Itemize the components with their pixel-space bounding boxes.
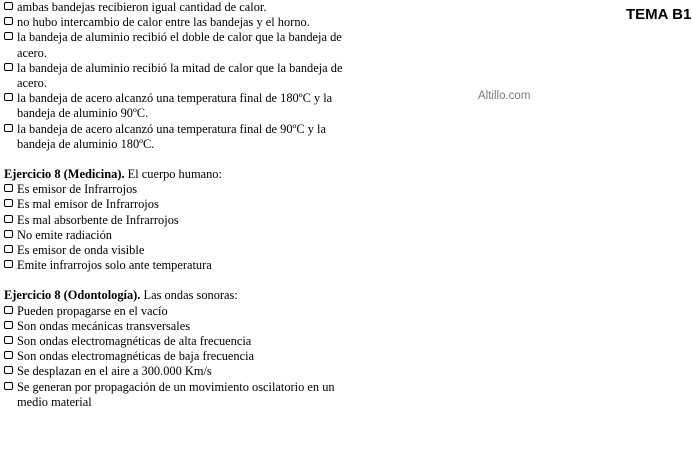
checkbox-icon[interactable] bbox=[4, 215, 13, 223]
option-item[interactable] bbox=[4, 380, 344, 410]
option-item[interactable] bbox=[4, 228, 344, 243]
checkbox-icon[interactable] bbox=[4, 306, 13, 314]
checkbox-icon[interactable] bbox=[4, 2, 13, 10]
checkbox-icon[interactable] bbox=[4, 245, 13, 253]
option-item[interactable] bbox=[4, 258, 344, 273]
option-text: la bandeja de acero alcanzó una temperatura final de 180ºC y la bandeja de aluminio 90ºC. bbox=[17, 91, 333, 121]
option-item[interactable] bbox=[4, 319, 344, 334]
option-text: Se generan por propagación de un movimiento oscilatorio en un medio material bbox=[17, 379, 335, 409]
option-text: la bandeja de aluminio recibió la mitad de calor que la bandeja de acero. bbox=[17, 60, 343, 91]
option-item[interactable] bbox=[4, 61, 344, 91]
option-item[interactable] bbox=[4, 213, 344, 228]
checkbox-icon[interactable] bbox=[4, 199, 13, 207]
option-item[interactable] bbox=[4, 30, 344, 60]
exercise-title: Ejercicio 8 (Odontología). bbox=[4, 288, 141, 303]
option-text: Es mal absorbente de Infrarrojos bbox=[17, 212, 179, 227]
option-text: No emite radiación bbox=[17, 227, 112, 242]
tema-label: TEMA B1 bbox=[626, 6, 692, 23]
option-item[interactable] bbox=[4, 91, 344, 121]
option-item[interactable] bbox=[4, 0, 344, 15]
option-item[interactable] bbox=[4, 349, 344, 364]
option-text: la bandeja de acero alcanzó una temperatura final de 90ºC y la bandeja de aluminio 180ºC. bbox=[17, 121, 326, 151]
option-item[interactable] bbox=[4, 15, 344, 30]
option-text: Pueden propagarse en el vacío bbox=[17, 303, 168, 318]
watermark: Altillo.com bbox=[478, 90, 531, 102]
exercise-prompt: Las ondas sonoras: bbox=[140, 288, 238, 303]
checkbox-icon[interactable] bbox=[4, 351, 13, 359]
checkbox-icon[interactable] bbox=[4, 260, 13, 268]
checkbox-icon[interactable] bbox=[4, 93, 13, 101]
option-item[interactable] bbox=[4, 243, 344, 258]
exercise-heading-medicina bbox=[4, 167, 344, 182]
checkbox-icon[interactable] bbox=[4, 382, 13, 390]
checkbox-icon[interactable] bbox=[4, 366, 13, 374]
option-item[interactable] bbox=[4, 364, 344, 379]
option-text: Es mal emisor de Infrarrojos bbox=[17, 197, 159, 212]
checkbox-icon[interactable] bbox=[4, 184, 13, 192]
option-text: Es emisor de Infrarrojos bbox=[17, 182, 138, 197]
checkbox-icon[interactable] bbox=[4, 230, 13, 238]
option-item[interactable] bbox=[4, 334, 344, 349]
checkbox-icon[interactable] bbox=[4, 32, 13, 40]
option-item[interactable] bbox=[4, 197, 344, 212]
checkbox-icon[interactable] bbox=[4, 63, 13, 71]
exercise-column bbox=[4, 0, 344, 410]
checkbox-icon[interactable] bbox=[4, 321, 13, 329]
option-text: Se desplazan en el aire a 300.000 Km/s bbox=[17, 364, 212, 379]
option-text: la bandeja de aluminio recibió el doble de calor que la bandeja de acero. bbox=[17, 30, 342, 60]
option-item[interactable] bbox=[4, 182, 344, 197]
option-text: Emite infrarrojos solo ante temperatura bbox=[17, 258, 212, 273]
checkbox-icon[interactable] bbox=[4, 336, 13, 344]
option-text: Son ondas mecánicas transversales bbox=[17, 318, 191, 333]
checkbox-icon[interactable] bbox=[4, 124, 13, 132]
exercise-heading-odontologia bbox=[4, 288, 344, 303]
option-text: no hubo intercambio de calor entre las bandejas y el horno. bbox=[17, 15, 310, 30]
option-item[interactable] bbox=[4, 122, 344, 152]
exercise-prompt: El cuerpo humano: bbox=[124, 167, 222, 182]
option-item[interactable] bbox=[4, 304, 344, 319]
option-text: Es emisor de onda visible bbox=[17, 243, 145, 258]
option-text: ambas bandejas recibieron igual cantidad de calor. bbox=[17, 0, 267, 14]
checkbox-icon[interactable] bbox=[4, 17, 13, 25]
exercise-title: Ejercicio 8 (Medicina). bbox=[4, 167, 125, 182]
option-text: Son ondas electromagnéticas de baja frecuencia bbox=[17, 349, 255, 364]
option-text: Son ondas electromagnéticas de alta frecuencia bbox=[17, 334, 252, 349]
